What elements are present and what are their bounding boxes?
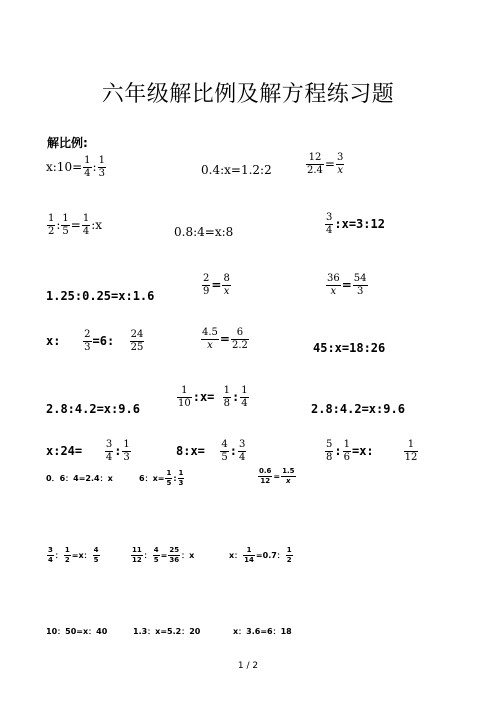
equals-sign: = <box>211 278 222 292</box>
numerator: 1 <box>82 213 90 224</box>
problem-text: :x <box>91 218 103 232</box>
problem-25: 10：50=x：40 <box>46 627 108 636</box>
numerator: 4.5 <box>202 327 218 338</box>
problem-21 <box>257 468 297 485</box>
ratio-sign: : <box>56 218 61 232</box>
ratio-sign: : <box>232 390 240 404</box>
ratio-sign: : <box>114 444 122 458</box>
numerator: 1 <box>98 155 105 166</box>
numerator: 1 <box>407 439 415 450</box>
denominator: 5 <box>62 226 69 237</box>
fraction <box>353 274 368 297</box>
numerator: 2 <box>84 329 91 340</box>
fraction <box>404 440 419 463</box>
ratio-sign: ： <box>143 551 152 560</box>
numerator: 1 <box>246 546 252 554</box>
problem-24 <box>229 547 294 564</box>
fraction <box>238 440 246 463</box>
fraction <box>306 153 324 176</box>
numerator: 24 <box>130 329 144 340</box>
denominator: 4 <box>82 226 90 237</box>
fraction <box>243 547 255 564</box>
numerator: 1 <box>64 546 70 554</box>
problem-1 <box>46 156 107 179</box>
problem-text: :x= <box>192 390 215 404</box>
problem-17 <box>176 440 247 463</box>
equals-sign: = <box>273 472 281 481</box>
numerator: 25 <box>169 546 180 554</box>
problem-text: x： <box>229 551 243 560</box>
problem-19: 0．6：4=2.4：x <box>46 474 113 483</box>
problem-16 <box>46 440 132 463</box>
problem-27: x：3.6=6：18 <box>233 627 292 636</box>
denominator: 4 <box>84 168 91 179</box>
denominator: 2 <box>64 556 70 564</box>
problem-5: 0.8:4=x:8 <box>174 225 234 239</box>
denominator: x <box>201 339 219 351</box>
fraction <box>258 468 272 485</box>
fraction <box>343 440 351 463</box>
ratio-sign: : <box>334 444 342 458</box>
denominator: 4 <box>105 452 113 463</box>
numerator: 36 <box>327 273 340 284</box>
numerator: 1 <box>84 155 91 166</box>
problem-text: 8:x= <box>176 444 205 458</box>
ratio-sign: ： <box>54 551 63 560</box>
fraction <box>201 328 219 351</box>
fraction <box>165 470 172 487</box>
numerator: 54 <box>353 273 367 284</box>
denominator: 10 <box>178 398 191 409</box>
denominator: 4 <box>48 556 53 564</box>
page-number: 1 / 2 <box>237 661 259 671</box>
problem-13: 2.8:4.2=x:9.6 <box>46 402 140 416</box>
fraction <box>98 156 106 179</box>
numerator: 2 <box>203 273 210 284</box>
problem-text: =0.7： <box>255 551 285 560</box>
denominator: x <box>281 476 295 485</box>
numerator: 3 <box>336 152 344 163</box>
denominator: 3 <box>178 479 184 487</box>
fraction <box>177 386 192 409</box>
fraction <box>82 214 90 237</box>
fraction <box>83 156 91 179</box>
fraction <box>286 547 293 564</box>
equals-sign: = <box>160 551 168 560</box>
fraction <box>222 274 230 297</box>
denominator: 8 <box>326 452 333 463</box>
problem-2: 0.4:x=1.2:2 <box>201 163 272 177</box>
ratio-sign: : <box>229 444 237 458</box>
fraction <box>326 274 341 297</box>
denominator: 5 <box>166 479 172 487</box>
problem-text: 6：x= <box>139 474 165 483</box>
denominator: x <box>326 285 341 297</box>
numerator: 4 <box>93 546 99 554</box>
problem-18 <box>324 440 419 463</box>
fraction <box>336 153 344 176</box>
section-label: 解比例: <box>47 136 88 150</box>
numerator: 3 <box>105 439 113 450</box>
fraction <box>83 330 91 353</box>
problem-3 <box>305 153 345 176</box>
problem-text: x:24= <box>46 444 83 458</box>
problem-20 <box>139 470 185 487</box>
problem-10 <box>46 330 145 353</box>
numerator: 1 <box>286 546 292 554</box>
numerator: 1.5 <box>282 467 295 475</box>
numerator: 0.6 <box>259 467 272 475</box>
ratio-sign: : <box>92 160 97 174</box>
denominator: 12 <box>404 452 418 463</box>
problem-text: x:10= <box>46 160 83 174</box>
equals-sign: = <box>324 157 335 171</box>
equals-sign: = <box>341 278 352 292</box>
page-title: 六年级解比例及解方程练习题 <box>101 82 395 107</box>
fraction <box>47 547 54 564</box>
fraction <box>202 274 210 297</box>
problem-4 <box>46 214 102 237</box>
fraction <box>220 440 228 463</box>
denominator: 12 <box>132 556 142 564</box>
denominator: 25 <box>130 342 144 353</box>
fraction <box>105 440 113 463</box>
fraction <box>122 440 130 463</box>
fraction <box>93 547 100 564</box>
fraction <box>47 214 55 237</box>
numerator: 1 <box>241 385 248 396</box>
problem-6 <box>324 213 385 236</box>
denominator: 5 <box>153 556 159 564</box>
fraction <box>168 547 180 564</box>
problem-text: x: <box>46 334 61 348</box>
denominator: 2 <box>286 556 292 564</box>
denominator: 4 <box>326 225 333 236</box>
fraction <box>223 386 231 409</box>
problem-text: =x: <box>351 444 374 458</box>
denominator: 2 <box>48 226 55 237</box>
fraction <box>64 547 71 564</box>
equals-sign: = <box>70 218 81 232</box>
numerator: 3 <box>326 212 333 223</box>
ratio-sign: : <box>173 474 177 483</box>
denominator: 6 <box>343 452 350 463</box>
numerator: 1 <box>223 385 231 396</box>
numerator: 1 <box>48 213 55 224</box>
numerator: 5 <box>326 439 333 450</box>
problem-12: 45:x=18:26 <box>313 341 386 355</box>
fraction <box>325 213 333 236</box>
fraction <box>240 386 248 409</box>
fraction <box>281 468 295 485</box>
problem-23 <box>130 547 194 564</box>
problem-11 <box>200 328 250 351</box>
numerator: 1 <box>181 385 188 396</box>
numerator: 4 <box>221 439 228 450</box>
denominator: 3 <box>84 342 91 353</box>
fraction <box>61 214 69 237</box>
fraction <box>325 440 333 463</box>
problem-22 <box>46 547 101 564</box>
numerator: 1 <box>166 469 172 477</box>
fraction <box>153 547 160 564</box>
problem-15: 2.8:4.2=x:9.6 <box>311 402 405 416</box>
denominator: 2.4 <box>307 165 323 176</box>
numerator: 3 <box>48 546 53 554</box>
problem-26: 1.3：x=5.2：20 <box>133 627 201 636</box>
fraction <box>178 470 185 487</box>
denominator: 14 <box>244 556 254 564</box>
denominator: 5 <box>93 556 99 564</box>
numerator: 6 <box>236 327 244 338</box>
numerator: 8 <box>223 273 230 284</box>
denominator: 3 <box>353 285 368 297</box>
problem-text: :x=3:12 <box>334 217 385 231</box>
denominator: 3 <box>123 452 130 463</box>
fraction <box>131 547 143 564</box>
denominator: 3 <box>98 168 105 179</box>
equals-sign: = <box>219 332 230 346</box>
denominator: 8 <box>223 398 231 409</box>
denominator: x <box>223 286 230 297</box>
numerator: 1 <box>123 439 130 450</box>
denominator: x <box>337 165 343 176</box>
problem-14 <box>176 386 250 409</box>
problem-9 <box>325 274 369 297</box>
denominator: 2.2 <box>231 340 248 351</box>
problem-8 <box>201 274 232 297</box>
numerator: 1 <box>62 213 69 224</box>
numerator: 4 <box>153 546 159 554</box>
denominator: 36 <box>169 556 180 564</box>
numerator: 3 <box>238 439 246 450</box>
problem-text: =6: <box>92 334 115 348</box>
fraction <box>231 328 249 351</box>
denominator: 9 <box>203 286 210 297</box>
problem-text: ：x <box>181 551 195 560</box>
denominator: 4 <box>238 452 246 463</box>
denominator: 4 <box>241 398 248 409</box>
denominator: 5 <box>221 452 228 463</box>
denominator: 12 <box>258 476 272 485</box>
numerator: 11 <box>132 546 142 554</box>
numerator: 1 <box>178 469 184 477</box>
numerator: 12 <box>308 152 322 163</box>
fraction <box>130 330 145 353</box>
numerator: 1 <box>343 439 350 450</box>
problem-text: =x： <box>71 551 92 560</box>
problem-7: 1.25:0.25=x:1.6 <box>46 289 155 303</box>
